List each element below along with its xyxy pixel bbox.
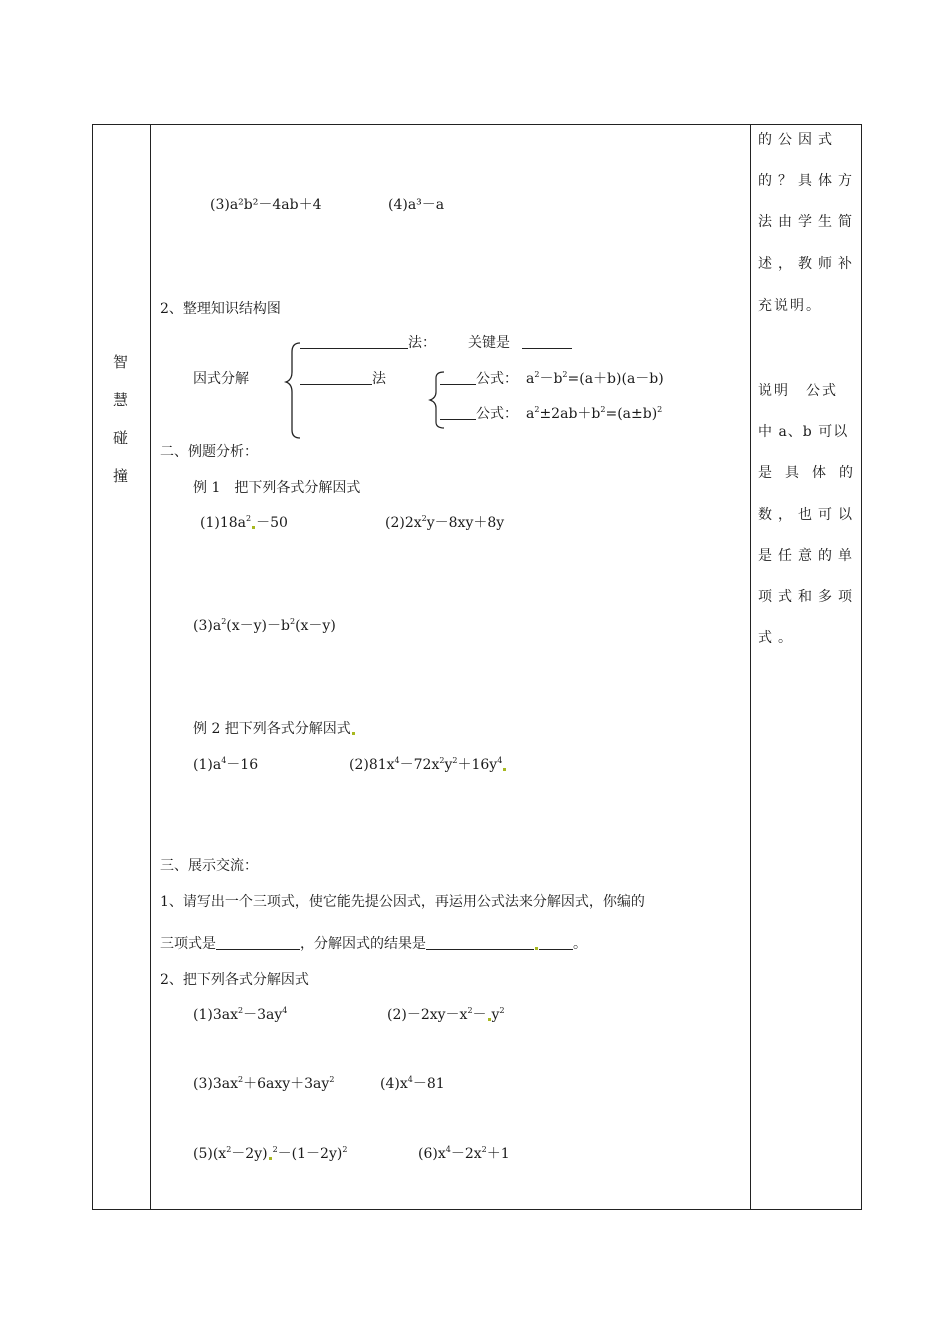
examples-heading: 二、例题分析：: [160, 444, 258, 460]
blank-key: [522, 336, 572, 349]
question-2-item-6: $(6)x^4-2x^2+1$: [418, 1145, 510, 1162]
structure-branch-1: [300, 334, 436, 352]
q1-label-b: ，分解因式的结果是: [300, 936, 426, 952]
note-line-2: 的？具体方: [758, 173, 858, 189]
blank-trinomial: [216, 937, 300, 950]
formula-label-2: 公式：: [476, 406, 518, 422]
blank-result-tail: [539, 937, 573, 950]
problem-3: (3)a²b²－4ab＋4: [210, 197, 322, 213]
question-2-item-4: $(4)x^4-81$: [380, 1075, 445, 1092]
blank-method-2: [300, 372, 372, 385]
example-2-item-1: $(1)a^4-16$: [193, 756, 259, 773]
example-2-title-text: 例 2 把下列各式分解因式: [193, 721, 351, 737]
formula-2: $a^2\pm 2ab+b^2=(a\pm b)^2$: [526, 405, 663, 422]
question-2-item-3: $(3)3ax^2+6axy+3ay^2$: [193, 1075, 335, 1092]
blank-result: [426, 937, 534, 950]
example-1-item-2: $(2)2x^2y-8xy+8y$: [385, 514, 505, 531]
question-1-line-2: [160, 935, 587, 953]
example-2-title: [193, 720, 356, 738]
exchange-heading: 三、展示交流：: [160, 858, 258, 874]
formula-1: $a^2-b^2=(a+b)(a-b)$: [526, 370, 664, 387]
question-2-item-5: $(5)(x^2-2y)$ $^2-(1-2y)^2$: [193, 1145, 348, 1162]
blank-formula-2: [440, 407, 476, 420]
note-line-6: 说明 公式: [758, 383, 838, 399]
example-2-item-2: $(2)81x^4-72x^2y^2+16y^4$: [349, 756, 507, 774]
question-1-line-1: 1、请写出一个三项式，使它能先提公因式，再运用公式法来分解因式，你编的: [160, 894, 645, 910]
example-1-item-3: $(3)a^2(x-y)-b^2(x-y)$: [193, 617, 336, 634]
formula-row-1: [440, 370, 518, 388]
blank-formula-1: [440, 372, 476, 385]
note-line-7: 中 a、b 可以: [758, 424, 849, 440]
note-line-12: 式。: [758, 630, 798, 646]
example-1-item-1: $(1)18a^2 -50$: [200, 514, 288, 531]
note-line-4: 述，教师补: [758, 256, 858, 272]
question-2-item-1: $(1)3ax^2-3ay^4$: [193, 1006, 288, 1023]
method1-suffix: 法：: [408, 335, 436, 351]
note-line-10: 是任意的单: [758, 548, 858, 564]
structure-root: 因式分解: [193, 371, 249, 387]
note-line-8: 是具体的: [758, 465, 866, 481]
blank-method-1: [300, 336, 408, 349]
note-line-1: 的公因式: [758, 132, 838, 148]
formula-row-2: [440, 405, 518, 423]
left-col-char-4: 撞: [113, 467, 129, 485]
q1-label-a: 三项式是: [160, 936, 216, 952]
note-line-11: 项式和多项: [758, 589, 858, 605]
method2-suffix: 法: [372, 371, 386, 387]
key-point: [468, 334, 572, 352]
left-col-char-2: 慧: [113, 391, 129, 409]
structure-branch-2: [300, 370, 386, 388]
question-2-title: 2、把下列各式分解因式: [160, 972, 309, 988]
left-col-char-1: 智: [113, 353, 129, 371]
left-col-char-3: 碰: [113, 429, 129, 447]
formula-label-1: 公式：: [476, 371, 518, 387]
note-line-3: 法由学生简: [758, 214, 858, 230]
key-label: 关键是: [468, 335, 510, 351]
question-2-item-2: $(2)-2xy-x^2- y^2$: [387, 1006, 505, 1023]
example-1-title: 例 1 把下列各式分解因式: [193, 480, 361, 496]
q1-end: 。: [573, 936, 587, 952]
structure-heading: 2、整理知识结构图: [160, 301, 281, 317]
note-line-9: 数，也可以: [758, 507, 858, 523]
note-line-5: 充说明。: [758, 298, 822, 314]
problem-4: (4)a³－a: [388, 197, 445, 213]
